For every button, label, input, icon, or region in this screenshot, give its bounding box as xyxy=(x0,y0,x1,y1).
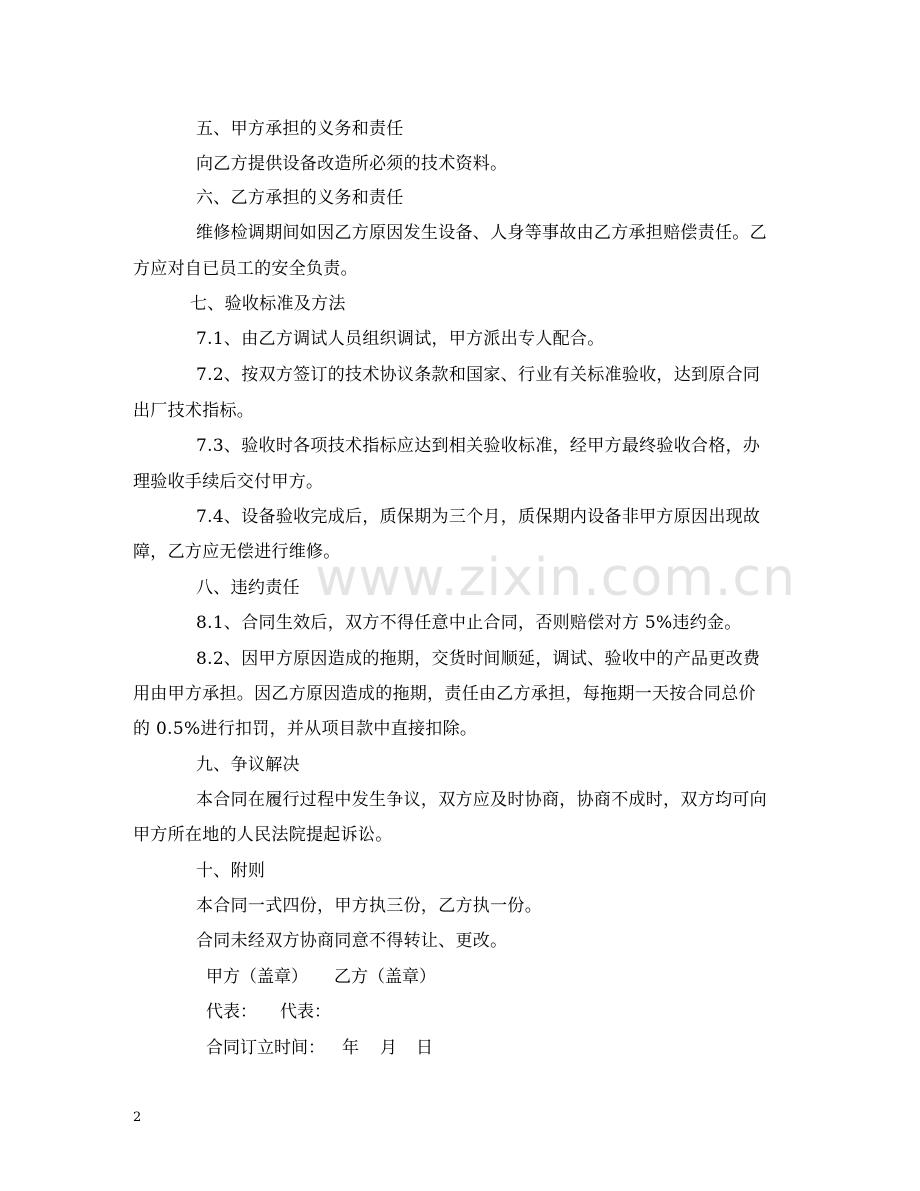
clause-8-1: 8.1、合同生效后，双方不得任意中止合同，否则赔偿对方 5%违约金。 xyxy=(196,613,742,633)
clause-7-1: 7.1、由乙方调试人员组织调试，甲方派出专人配合。 xyxy=(196,329,605,349)
paragraph-line: 障，乙方应无偿进行维修。 xyxy=(133,542,341,562)
watermark: www.zixin.com.cn xyxy=(315,548,796,608)
paragraph-line: 用由甲方承担。因乙方原因造成的拖期，责任由乙方承担，每拖期一天按合同总价 xyxy=(133,684,756,704)
section-8-heading: 八、违约责任 xyxy=(196,578,300,598)
section-5-heading: 五、甲方承担的义务和责任 xyxy=(196,119,404,139)
paragraph-line: 的 0.5%进行扣罚，并从项目款中直接扣除。 xyxy=(133,719,478,739)
paragraph-line: 理验收手续后交付甲方。 xyxy=(133,472,324,492)
clause-7-3: 7.3、验收时各项技术指标应达到相关验收标准，经甲方最终验收合格，办 xyxy=(196,436,761,456)
section-7-heading: 七、验收标准及方法 xyxy=(190,294,346,314)
party-b-seal-label: 乙方（盖章） xyxy=(334,967,436,987)
clause-8-2: 8.2、因甲方原因造成的拖期，交货时间顺延，调试、验收中的产品更改费 xyxy=(196,649,761,669)
contract-date-label: 合同订立时间： xyxy=(206,1038,325,1058)
paragraph-line: 出厂技术指标。 xyxy=(133,401,255,421)
paragraph-line: 合同未经双方协商同意不得转让、更改。 xyxy=(196,931,508,951)
paragraph-line: 甲方所在地的人民法院提起诉讼。 xyxy=(133,825,393,845)
date-day-label: 日 xyxy=(416,1038,433,1058)
section-6-heading: 六、乙方承担的义务和责任 xyxy=(196,188,404,208)
party-a-representative-label: 代表： xyxy=(206,1002,257,1022)
page-number: 2 xyxy=(133,1110,142,1125)
date-year-label: 年 xyxy=(342,1038,359,1058)
section-9-heading: 九、争议解决 xyxy=(196,755,300,775)
paragraph-line: 本合同在履行过程中发生争议，双方应及时协商，协商不成时，双方均可向 xyxy=(196,790,767,810)
clause-7-4: 7.4、设备验收完成后，质保期为三个月，质保期内设备非甲方原因出现故 xyxy=(196,507,761,527)
paragraph-line: 方应对自已员工的安全负责。 xyxy=(133,259,358,279)
party-a-seal-label: 甲方（盖章） xyxy=(206,967,308,987)
party-b-representative-label: 代表： xyxy=(280,1002,331,1022)
paragraph-line: 向乙方提供设备改造所必须的技术资料。 xyxy=(196,154,508,174)
section-10-heading: 十、附则 xyxy=(196,861,266,881)
date-month-label: 月 xyxy=(380,1038,397,1058)
clause-7-2: 7.2、按双方签订的技术协议条款和国家、行业有关标准验收，达到原合同 xyxy=(196,365,761,385)
paragraph-line: 本合同一式四份，甲方执三份，乙方执一份。 xyxy=(196,896,542,916)
paragraph-line: 维修检调期间如因乙方原因发生设备、人身等事故由乙方承担赔偿责任。乙 xyxy=(196,223,767,243)
